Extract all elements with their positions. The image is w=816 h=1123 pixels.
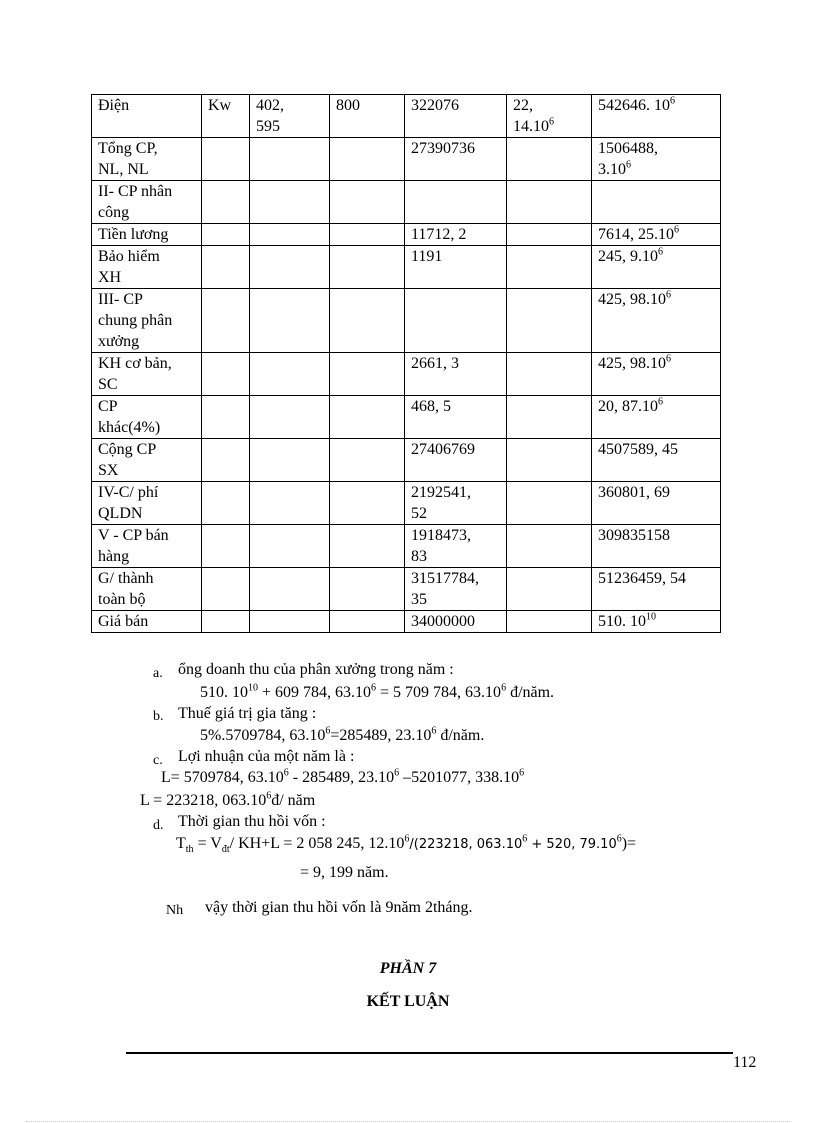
- table-cell: [330, 525, 405, 568]
- item-b-title: Thuế giá trị gia tăng :: [178, 705, 317, 722]
- item-b-formula: 5%.5709784, $63.10^6=285489$, 23.10$^6$ đ/năm.: [200, 725, 485, 744]
- table-cell: [92, 224, 202, 246]
- cell-text: 542646. 10: [598, 97, 670, 114]
- table-cell: [202, 439, 250, 482]
- cell-text: 2661, 3: [411, 355, 459, 372]
- page-number: 112: [733, 1054, 757, 1071]
- table-cell: [592, 396, 721, 439]
- table-row: [92, 568, 721, 611]
- table-cell: [405, 611, 507, 633]
- item-a-formula: 510. $10^{10} + 609$ 784, $63.10^6 = 5$ 709 784, 63.10$^6$ đ/năm.: [200, 682, 555, 701]
- table-row: [92, 289, 721, 353]
- cell-text: 34000000: [411, 613, 475, 630]
- table-cell: [250, 439, 330, 482]
- cell-exponent: 6: [658, 396, 663, 408]
- table-cell: [250, 353, 330, 396]
- cell-text: 402, 595: [256, 97, 284, 135]
- item-d-formula: $T_{th} = V_{đt}/$ KH+L = 2 058 245, 12.10$^6$/(223218, $063.10^6 + 520$, $79.10^6)=$: [176, 833, 637, 856]
- table-cell: [250, 525, 330, 568]
- table-cell: [592, 611, 721, 633]
- cell-text: 425, 98.10: [598, 291, 666, 308]
- cell-text: Bảo hiểm XH: [98, 248, 160, 286]
- cell-text: Tổng CP, NL, NL: [98, 140, 158, 178]
- table-cell: [202, 246, 250, 289]
- cell-text: 27390736: [411, 140, 475, 157]
- cell-text: 1918473, 83: [411, 527, 471, 565]
- table-cell: [202, 181, 250, 224]
- conclusion-text: vậy thời gian thu hồi vốn là 9năm 2tháng.: [205, 899, 473, 916]
- cell-exponent: 6: [658, 246, 663, 258]
- table-cell: [507, 138, 592, 181]
- cell-text: 468, 5: [411, 398, 451, 415]
- table-cell: [507, 181, 592, 224]
- item-a-marker: a.: [153, 666, 163, 681]
- cell-text: 360801, 69: [598, 484, 670, 501]
- item-d-marker: d.: [153, 818, 164, 833]
- table-cell: [92, 289, 202, 353]
- cell-text: 425, 98.10: [598, 355, 666, 372]
- item-d-result: = 9, 199 năm.: [300, 864, 389, 881]
- table-cell: [507, 439, 592, 482]
- table-row: [92, 95, 721, 138]
- conclusion-prefix: Nh: [166, 903, 184, 918]
- cell-text: 245, 9.10: [598, 248, 658, 265]
- table-cell: [405, 525, 507, 568]
- table-cell: [592, 525, 721, 568]
- table-cell: [330, 138, 405, 181]
- table-row: [92, 246, 721, 289]
- cell-text: 510. 10: [598, 613, 646, 630]
- table-cell: [507, 396, 592, 439]
- cell-text: KH cơ bản, SC: [98, 355, 172, 393]
- cell-text: 27406769: [411, 441, 475, 458]
- cell-exponent: 6: [549, 116, 554, 128]
- table-row: [92, 138, 721, 181]
- cell-exponent: 6: [626, 159, 631, 171]
- table-row: [92, 396, 721, 439]
- table-cell: [202, 224, 250, 246]
- cell-text: 309835158: [598, 527, 670, 544]
- cell-text: V - CP bán hàng: [98, 527, 169, 565]
- table-cell: [330, 439, 405, 482]
- table-row: [92, 482, 721, 525]
- cell-text: 11712, 2: [411, 226, 467, 243]
- table-cell: [250, 289, 330, 353]
- cell-text: 1191: [411, 248, 443, 265]
- table-cell: [202, 289, 250, 353]
- table-cell: [250, 611, 330, 633]
- table-cell: [250, 224, 330, 246]
- table-cell: [250, 95, 330, 138]
- table-cell: [405, 95, 507, 138]
- cell-exponent: 6: [666, 289, 671, 301]
- cell-text: Giá bán: [98, 613, 149, 630]
- table-cell: [250, 138, 330, 181]
- cost-table: [91, 94, 721, 633]
- table-cell: [92, 181, 202, 224]
- table-cell: [405, 181, 507, 224]
- item-b-marker: b.: [153, 709, 164, 724]
- table-cell: [507, 95, 592, 138]
- table-cell: [92, 568, 202, 611]
- table-cell: [507, 568, 592, 611]
- table-cell: [202, 611, 250, 633]
- page-bottom-border: [26, 1121, 790, 1122]
- table-cell: [592, 289, 721, 353]
- table-cell: [330, 568, 405, 611]
- cell-text: 322076: [411, 97, 459, 114]
- table-cell: [330, 353, 405, 396]
- cell-text: 31517784, 35: [411, 570, 479, 608]
- table-cell: [330, 396, 405, 439]
- table-cell: [92, 482, 202, 525]
- item-c-result: L = 223218, 063.10$^6$đ/ năm: [140, 790, 316, 809]
- table-cell: [507, 289, 592, 353]
- table-cell: [330, 181, 405, 224]
- table-cell: [330, 482, 405, 525]
- item-d-title: Thời gian thu hồi vốn :: [178, 813, 326, 830]
- table-row: [92, 439, 721, 482]
- cell-text: G/ thành toàn bộ: [98, 570, 154, 608]
- cell-text: 51236459, 54: [598, 570, 686, 587]
- cell-text: II- CP nhân công: [98, 183, 173, 221]
- table-cell: [592, 439, 721, 482]
- cell-text: 2192541, 52: [411, 484, 471, 522]
- table-cell: [202, 568, 250, 611]
- table-cell: [202, 482, 250, 525]
- table-cell: [507, 525, 592, 568]
- part-heading: PHẦN 7: [379, 960, 437, 977]
- item-c-marker: c.: [153, 753, 163, 768]
- cell-text: 1506488, 3.10: [598, 140, 658, 178]
- table-cell: [592, 181, 721, 224]
- cell-text: IV-C/ phí QLDN: [98, 484, 159, 522]
- table-cell: [405, 224, 507, 246]
- table-cell: [202, 95, 250, 138]
- cell-text: Điện: [98, 97, 130, 114]
- table-cell: [507, 611, 592, 633]
- table-cell: [592, 568, 721, 611]
- cell-text: 800: [336, 97, 360, 114]
- table-cell: [92, 611, 202, 633]
- table-cell: [202, 525, 250, 568]
- cell-exponent: 10: [646, 611, 656, 623]
- table-row: [92, 181, 721, 224]
- table-cell: [250, 181, 330, 224]
- table-cell: [92, 95, 202, 138]
- table-cell: [507, 246, 592, 289]
- table-cell: [92, 353, 202, 396]
- cell-text: 4507589, 45: [598, 441, 678, 458]
- table-cell: [592, 224, 721, 246]
- footer-rule: [126, 1052, 733, 1054]
- table-cell: [405, 289, 507, 353]
- cell-text: 7614, 25.10: [598, 226, 674, 243]
- table-cell: [507, 482, 592, 525]
- table-cell: [330, 95, 405, 138]
- conclusion-heading: KẾT LUẬN: [366, 993, 450, 1010]
- item-c-title: Lợi nhuận của một năm là :: [178, 748, 355, 765]
- table-cell: [92, 525, 202, 568]
- table-cell: [592, 482, 721, 525]
- cell-text: Kw: [208, 97, 232, 114]
- cell-text: CP khác(4%): [98, 398, 161, 436]
- table-cell: [507, 224, 592, 246]
- table-cell: [592, 353, 721, 396]
- table-cell: [330, 246, 405, 289]
- table-cell: [330, 289, 405, 353]
- item-a-title: ổng doanh thu của phân xưởng trong năm :: [178, 661, 454, 678]
- table-cell: [250, 396, 330, 439]
- cost-table-body: [92, 95, 721, 633]
- table-cell: [405, 439, 507, 482]
- table-cell: [592, 138, 721, 181]
- table-cell: [405, 396, 507, 439]
- table-row: [92, 224, 721, 246]
- table-cell: [92, 396, 202, 439]
- cell-exponent: 6: [670, 95, 675, 107]
- table-cell: [250, 482, 330, 525]
- table-cell: [202, 138, 250, 181]
- cell-text: Cộng CP SX: [98, 441, 157, 479]
- table-cell: [202, 396, 250, 439]
- cell-text: 20, 87.10: [598, 398, 658, 415]
- cell-exponent: 6: [674, 224, 679, 236]
- table-cell: [405, 568, 507, 611]
- table-cell: [92, 246, 202, 289]
- table-row: [92, 611, 721, 633]
- table-cell: [592, 95, 721, 138]
- table-cell: [592, 246, 721, 289]
- item-c-formula: L= 5709784, 63.10$^6$ - 285489, 23.10$^6$ –5201077, 338.10$^6$: [161, 767, 525, 786]
- cell-exponent: 6: [666, 353, 671, 365]
- table-cell: [250, 246, 330, 289]
- table-cell: [330, 611, 405, 633]
- table-cell: [405, 353, 507, 396]
- cell-text: 22, 14.10: [513, 97, 549, 135]
- cell-text: III- CP chung phân xưởng: [98, 291, 173, 350]
- table-cell: [405, 482, 507, 525]
- table-cell: [405, 138, 507, 181]
- table-cell: [250, 568, 330, 611]
- table-cell: [330, 224, 405, 246]
- table-cell: [507, 353, 592, 396]
- table-cell: [92, 138, 202, 181]
- table-cell: [202, 353, 250, 396]
- table-cell: [405, 246, 507, 289]
- table-row: [92, 353, 721, 396]
- cell-text: Tiền lương: [98, 226, 169, 243]
- table-cell: [92, 439, 202, 482]
- table-row: [92, 525, 721, 568]
